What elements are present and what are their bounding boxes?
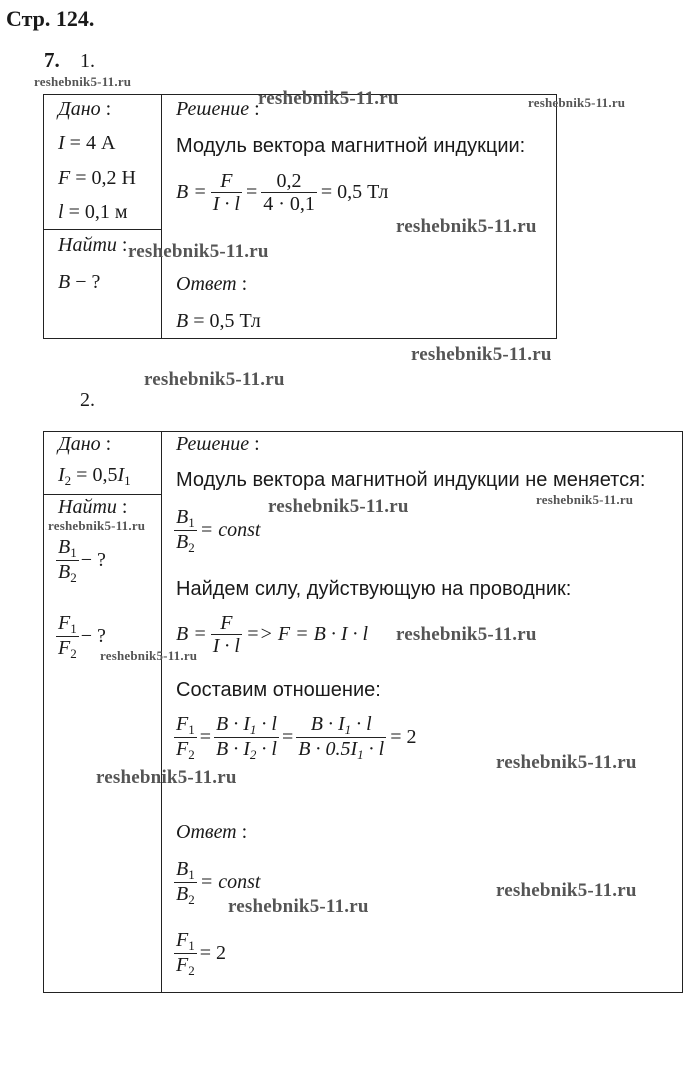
watermark: reshebnik5-11.ru <box>228 896 369 917</box>
part1-find-title: Найти : <box>58 234 128 256</box>
part1-answer-title: Ответ : <box>176 273 248 295</box>
part2-find-title: Найти : <box>58 496 128 518</box>
part2-divider-vertical <box>161 431 162 993</box>
watermark: reshebnik5-11.ru <box>536 492 634 507</box>
watermark: reshebnik5-11.ru <box>411 344 552 365</box>
part1-given-title: Дано : <box>58 98 112 120</box>
watermark: reshebnik5-11.ru <box>268 496 409 517</box>
part2-solution-title: Решение : <box>176 433 260 455</box>
part2-find-F-ratio: $\frac{F_1}{F_2}$ − ? <box>58 612 106 662</box>
part2-ratio-B-const: $\frac{B_1}{B_2}$ = const <box>176 506 261 556</box>
watermark: reshebnik5-11.ru <box>396 216 537 237</box>
part1-solution-title: Решение : <box>176 98 260 120</box>
part1-find-B: B − ? <box>58 271 101 293</box>
watermark: reshebnik5-11.ru <box>34 74 132 89</box>
part2-find-B-ratio: $\frac{B_1}{B_2}$ − ? <box>58 536 106 586</box>
watermark: reshebnik5-11.ru <box>128 241 269 262</box>
watermark: reshebnik5-11.ru <box>100 648 198 663</box>
part2-answer-title: Ответ : <box>176 821 248 843</box>
part1-answer: B = 0,5 Тл <box>176 310 261 332</box>
part2-solution-line3: Составим отношение: <box>176 679 381 701</box>
part2-solution-line1: Модуль вектора магнитной индукции не меняется: <box>176 469 646 491</box>
part2-ratio-formula: $\frac{F_1}{F_2}$ = $\frac{B \cdot I_1 \cdot l}{B \cdot I_2 \cdot l}$ = $\frac{B \cdot I_1 \cdot l}{B \cdot 0.5I_1 \cdot l}$ = 2 <box>176 713 417 763</box>
task-number: 7. <box>44 48 60 72</box>
part2-given-current-ratio: $I_2 = 0,5I_1$ <box>58 464 131 488</box>
part1-given-length: l = 0,1 м <box>58 201 128 223</box>
part1-divider-vertical <box>161 94 162 339</box>
watermark: reshebnik5-11.ru <box>496 752 637 773</box>
part1-divider-horizontal <box>43 229 161 230</box>
part2-answer-F-ratio: $\frac{F_1}{F_2}$ = 2 <box>176 929 226 979</box>
part2-divider-horizontal <box>43 494 161 495</box>
watermark: reshebnik5-11.ru <box>396 624 537 645</box>
part2-solution-line2: Найдем силу, дуйствующую на проводник: <box>176 578 572 600</box>
watermark: reshebnik5-11.ru <box>144 369 285 390</box>
part2-answer-B-const: $\frac{B_1}{B_2}$ = const <box>176 858 261 908</box>
part1-solution-text: Модуль вектора магнитной индукции: <box>176 135 526 157</box>
part2-label: 2. <box>80 389 95 411</box>
part2-force-formula: B = $\frac{F}{I \cdot l}$ => F = B · I · l <box>176 612 369 657</box>
watermark: reshebnik5-11.ru <box>258 88 399 109</box>
part2-given-title: Дано : <box>58 433 112 455</box>
part1-fraction-numeric: $\frac{0,2}{4 \cdot 0,1}$ <box>263 170 315 215</box>
watermark: reshebnik5-11.ru <box>96 767 237 788</box>
part1-fraction-F-over-Il: $\frac{F}{I \cdot l}$ <box>212 170 240 215</box>
watermark: reshebnik5-11.ru <box>528 95 626 110</box>
page-header: Стр. 124. <box>6 6 95 31</box>
part1-given-force: F = 0,2 Н <box>58 167 136 189</box>
watermark: reshebnik5-11.ru <box>48 518 146 533</box>
part1-label: 1. <box>80 50 95 72</box>
part1-formula: B = $\frac{F}{I \cdot l}$ = $\frac{0,2}{4 \cdot 0,1}$ = 0,5 Тл <box>176 170 389 215</box>
part1-given-current: I = 4 А <box>58 132 116 154</box>
watermark: reshebnik5-11.ru <box>496 880 637 901</box>
